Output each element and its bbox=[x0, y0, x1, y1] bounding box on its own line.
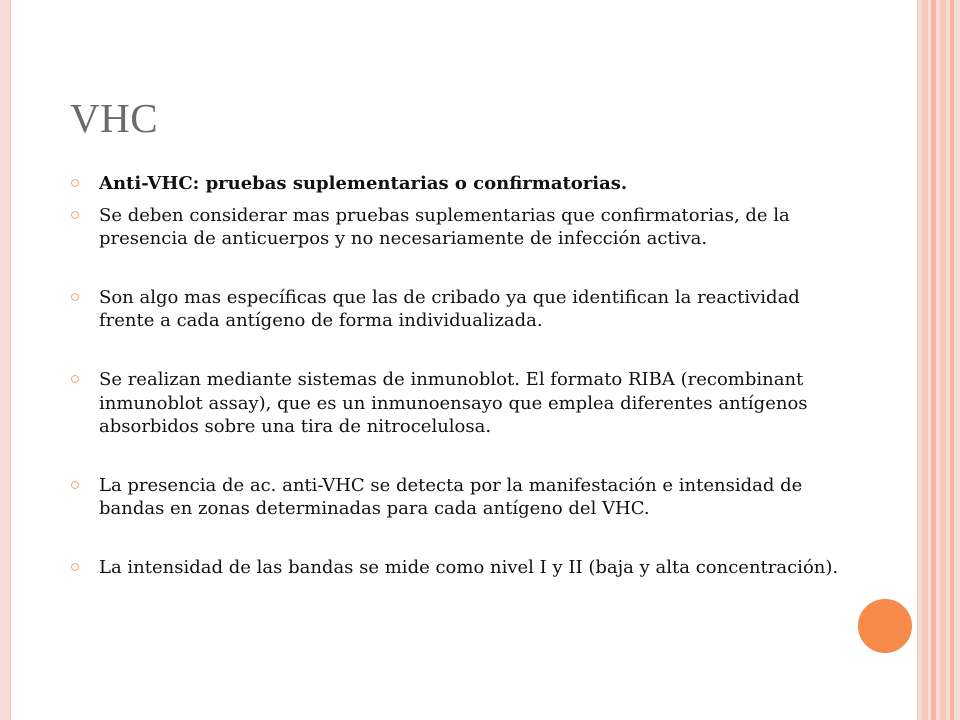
decorative-stripe bbox=[931, 0, 936, 720]
bullet-marker-icon bbox=[71, 375, 79, 383]
bullet-item bbox=[99, 172, 859, 196]
bullet-text: Anti-VHC: pruebas suplementarias o confirmatorias. bbox=[99, 173, 628, 194]
slide-canvas bbox=[10, 0, 918, 720]
decorative-orb-icon bbox=[855, 596, 915, 656]
decorative-stripe bbox=[950, 0, 954, 720]
bullet-item bbox=[99, 286, 859, 333]
bullet-text: Se deben considerar mas pruebas suplementarias que confirmatorias, de la presencia de anticuerpos y no necesariamente de infección activa. bbox=[99, 204, 790, 250]
bullet-list bbox=[99, 172, 859, 580]
decorative-stripe bbox=[940, 0, 946, 720]
bullet-marker-icon bbox=[71, 211, 79, 219]
bullet-marker-icon bbox=[71, 179, 79, 187]
slide-title: VHC bbox=[70, 95, 159, 141]
bullet-text: Son algo mas específicas que las de cribado ya que identifican la reactividad frente a cada antígeno de forma individualizada. bbox=[99, 286, 800, 332]
bullet-item bbox=[99, 474, 859, 521]
bullet-text: La intensidad de las bandas se mide como nivel I y II (baja y alta concentración). bbox=[99, 556, 839, 578]
bullet-item bbox=[99, 204, 859, 251]
bullet-text: Se realizan mediante sistemas de inmunoblot. El formato RIBA (recombinant inmunoblot assay), que es un inmunoensayo que emplea diferentes antígenos absorbidos sobre una tira de nitrocelulosa. bbox=[99, 368, 808, 438]
bullet-marker-icon bbox=[71, 293, 79, 301]
bullet-item bbox=[99, 556, 859, 580]
bullet-marker-icon bbox=[71, 563, 79, 571]
bullet-marker-icon bbox=[71, 481, 79, 489]
decorative-stripe bbox=[922, 0, 928, 720]
bullet-text: La presencia de ac. anti-VHC se detecta por la manifestación e intensidad de bandas en zonas determinadas para cada antígeno del VHC. bbox=[99, 474, 803, 520]
bullet-item bbox=[99, 368, 859, 439]
